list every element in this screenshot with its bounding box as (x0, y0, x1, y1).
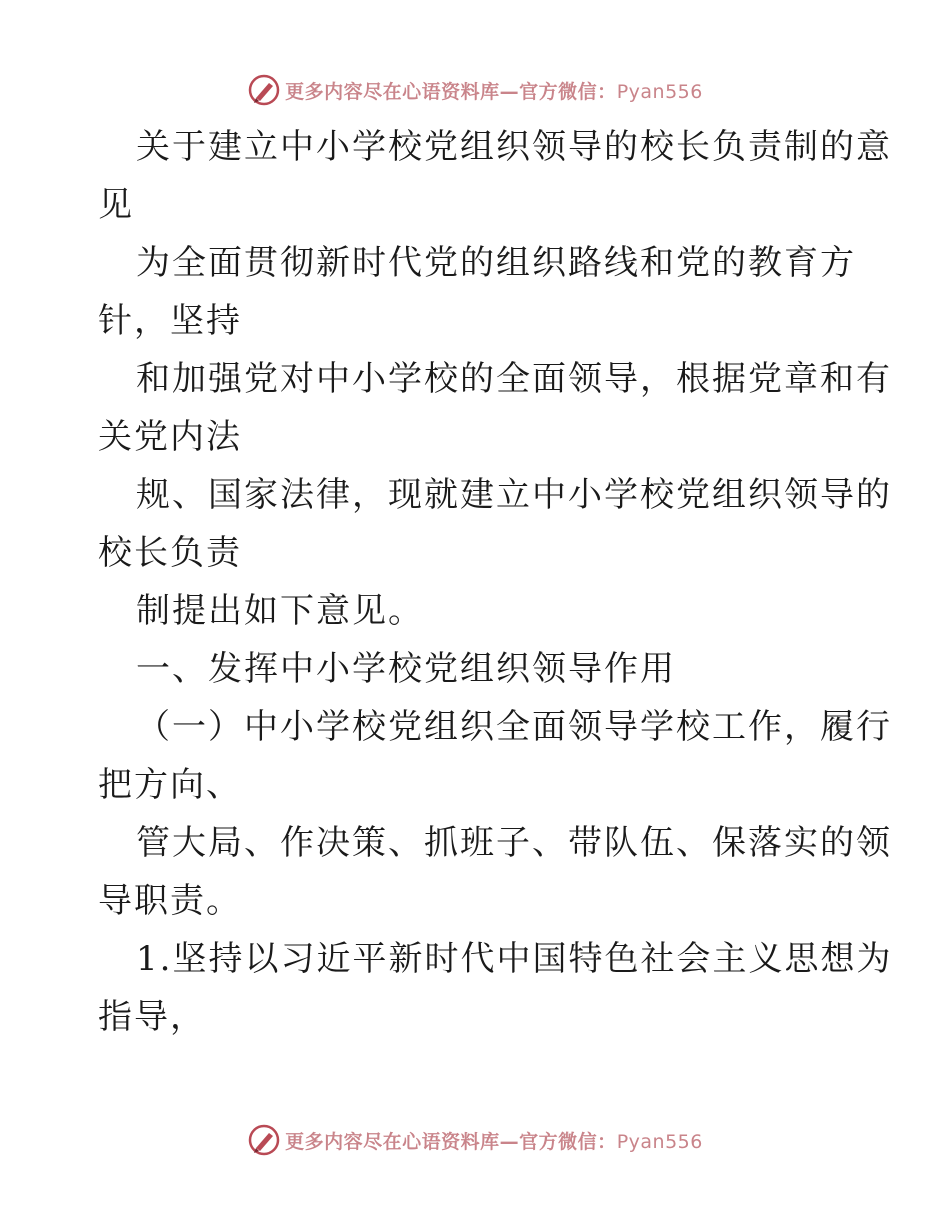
text-line: 一、发挥中小学校党组织领导作用 (136, 649, 676, 689)
text-line: 见 (98, 185, 134, 225)
text-line: 管大局、作决策、抓班子、带队伍、保落实的领 (136, 823, 892, 863)
footer-watermark (0, 1120, 950, 1160)
pen-logo-icon (247, 1123, 281, 1157)
text-line: 指导， (98, 997, 206, 1037)
text-line: 和加强党对中小学校的全面领导，根据党章和有 (136, 359, 892, 399)
text-line: 关党内法 (98, 417, 242, 457)
text-line: 校长负责 (98, 533, 242, 573)
text-line: 制提出如下意见。 (136, 591, 424, 631)
text-line: 导职责。 (98, 881, 242, 921)
pen-logo-icon (247, 73, 281, 107)
text-line: （一）中小学校党组织全面领导学校工作，履行 (136, 707, 892, 747)
text-line: 1.坚持以习近平新时代中国特色社会主义思想为 (136, 939, 893, 979)
text-line: 为全面贯彻新时代党的组织路线和党的教育方 (136, 243, 856, 283)
watermark-text: 更多内容尽在心语资料库—官方微信：Pyan556 (285, 80, 703, 103)
text-line: 把方向、 (98, 765, 242, 805)
text-line: 针，坚持 (98, 301, 242, 341)
header-watermark (0, 70, 950, 110)
document-body (98, 118, 893, 1046)
text-line: 规、国家法律，现就建立中小学校党组织领导的 (136, 475, 892, 515)
text-line: 关于建立中小学校党组织领导的校长负责制的意 (136, 127, 892, 167)
watermark-text: 更多内容尽在心语资料库—官方微信：Pyan556 (285, 1130, 703, 1153)
